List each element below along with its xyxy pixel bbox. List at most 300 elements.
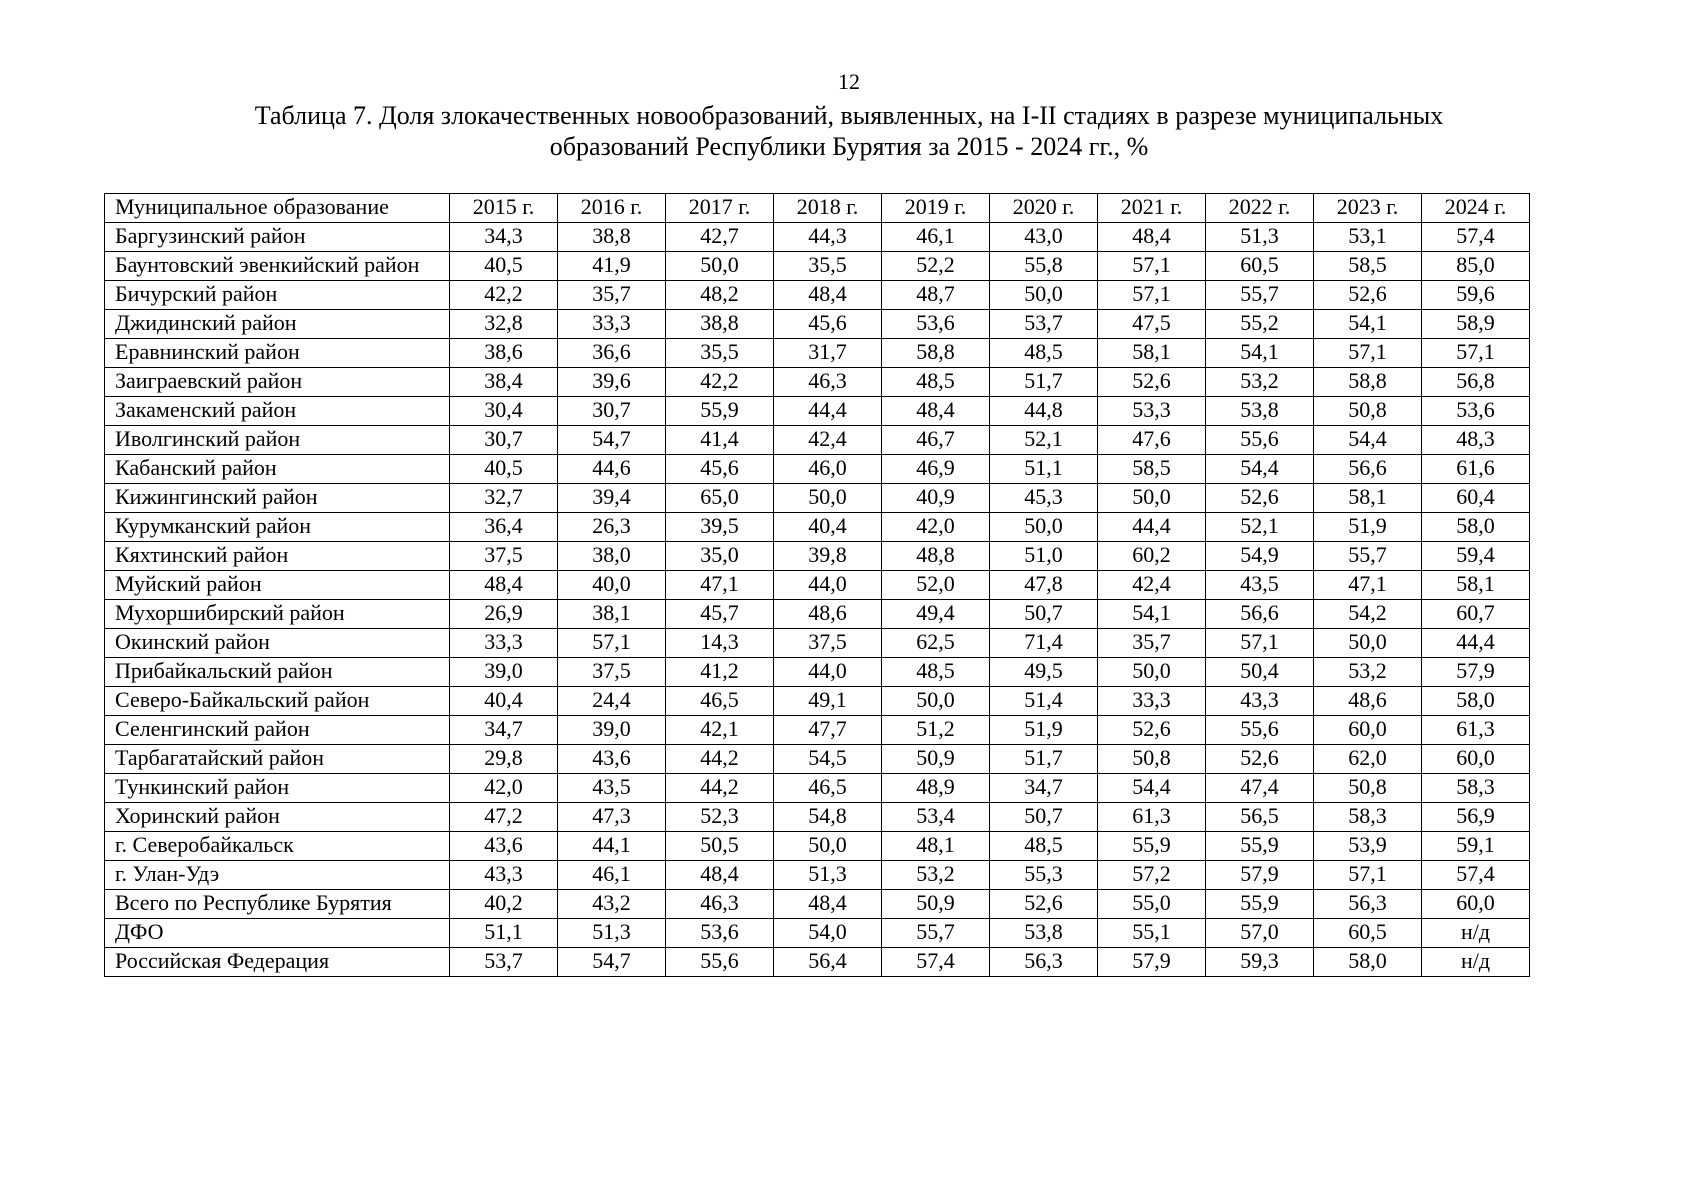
value-cell: 51,1 bbox=[990, 455, 1098, 484]
value-cell: 39,5 bbox=[666, 513, 774, 542]
value-cell: 56,6 bbox=[1206, 600, 1314, 629]
column-header-year: 2015 г. bbox=[450, 194, 558, 223]
value-cell: 57,9 bbox=[1422, 658, 1530, 687]
value-cell: 50,0 bbox=[1098, 658, 1206, 687]
value-cell: 42,7 bbox=[666, 223, 774, 252]
value-cell: н/д bbox=[1422, 948, 1530, 977]
value-cell: 55,2 bbox=[1206, 310, 1314, 339]
value-cell: 46,1 bbox=[558, 861, 666, 890]
value-cell: 54,8 bbox=[774, 803, 882, 832]
value-cell: 43,0 bbox=[990, 223, 1098, 252]
value-cell: 38,0 bbox=[558, 542, 666, 571]
municipality-name-cell: Кабанский район bbox=[105, 455, 450, 484]
value-cell: 58,5 bbox=[1314, 252, 1422, 281]
column-header-year: 2016 г. bbox=[558, 194, 666, 223]
value-cell: 55,7 bbox=[882, 919, 990, 948]
value-cell: 55,9 bbox=[666, 397, 774, 426]
value-cell: 42,0 bbox=[450, 774, 558, 803]
municipality-name-cell: Баунтовский эвенкийский район bbox=[105, 252, 450, 281]
value-cell: 60,0 bbox=[1422, 890, 1530, 919]
table-row bbox=[105, 803, 1530, 832]
municipality-name-cell: Баргузинский район bbox=[105, 223, 450, 252]
value-cell: 55,1 bbox=[1098, 919, 1206, 948]
value-cell: 42,4 bbox=[774, 426, 882, 455]
value-cell: 53,6 bbox=[666, 919, 774, 948]
value-cell: 61,3 bbox=[1422, 716, 1530, 745]
municipality-name-cell: Хоринский район bbox=[105, 803, 450, 832]
value-cell: 50,8 bbox=[1098, 745, 1206, 774]
value-cell: 42,0 bbox=[882, 513, 990, 542]
value-cell: 61,3 bbox=[1098, 803, 1206, 832]
value-cell: 46,0 bbox=[774, 455, 882, 484]
value-cell: 60,0 bbox=[1422, 745, 1530, 774]
value-cell: 55,7 bbox=[1206, 281, 1314, 310]
data-table bbox=[104, 193, 1530, 977]
table-title-line-2: образований Республики Бурятия за 2015 - 2024 гг., % bbox=[549, 132, 1149, 161]
value-cell: 58,5 bbox=[1098, 455, 1206, 484]
municipality-name-cell: Кижингинский район bbox=[105, 484, 450, 513]
value-cell: 47,5 bbox=[1098, 310, 1206, 339]
value-cell: 62,5 bbox=[882, 629, 990, 658]
value-cell: 33,3 bbox=[1098, 687, 1206, 716]
value-cell: 50,8 bbox=[1314, 774, 1422, 803]
value-cell: 52,6 bbox=[1098, 368, 1206, 397]
value-cell: 40,0 bbox=[558, 571, 666, 600]
value-cell: 58,3 bbox=[1314, 803, 1422, 832]
value-cell: 48,7 bbox=[882, 281, 990, 310]
value-cell: 30,4 bbox=[450, 397, 558, 426]
value-cell: 44,4 bbox=[1098, 513, 1206, 542]
municipality-name-cell: Окинский район bbox=[105, 629, 450, 658]
value-cell: 58,1 bbox=[1422, 571, 1530, 600]
column-header-year: 2024 г. bbox=[1422, 194, 1530, 223]
value-cell: 54,2 bbox=[1314, 600, 1422, 629]
value-cell: 48,4 bbox=[882, 397, 990, 426]
value-cell: 49,5 bbox=[990, 658, 1098, 687]
value-cell: 40,4 bbox=[774, 513, 882, 542]
value-cell: 50,0 bbox=[1314, 629, 1422, 658]
column-header-municipality: Муниципальное образование bbox=[105, 194, 450, 223]
value-cell: 45,3 bbox=[990, 484, 1098, 513]
value-cell: 58,1 bbox=[1098, 339, 1206, 368]
value-cell: 55,6 bbox=[666, 948, 774, 977]
value-cell: 48,6 bbox=[1314, 687, 1422, 716]
table-row bbox=[105, 426, 1530, 455]
value-cell: 48,8 bbox=[882, 542, 990, 571]
value-cell: 50,0 bbox=[774, 484, 882, 513]
municipality-name-cell: Еравнинский район bbox=[105, 339, 450, 368]
value-cell: 41,9 bbox=[558, 252, 666, 281]
value-cell: 38,1 bbox=[558, 600, 666, 629]
value-cell: 57,1 bbox=[1206, 629, 1314, 658]
municipality-name-cell: Прибайкальский район bbox=[105, 658, 450, 687]
value-cell: 51,3 bbox=[774, 861, 882, 890]
value-cell: 54,5 bbox=[774, 745, 882, 774]
value-cell: 26,9 bbox=[450, 600, 558, 629]
page-number: 12 bbox=[838, 69, 860, 94]
value-cell: 40,5 bbox=[450, 252, 558, 281]
table-row bbox=[105, 600, 1530, 629]
table-row bbox=[105, 629, 1530, 658]
value-cell: 43,5 bbox=[558, 774, 666, 803]
value-cell: 43,6 bbox=[450, 832, 558, 861]
table-row bbox=[105, 339, 1530, 368]
table-row bbox=[105, 310, 1530, 339]
municipality-name-cell: г. Улан-Удэ bbox=[105, 861, 450, 890]
municipality-name-cell: Кяхтинский район bbox=[105, 542, 450, 571]
value-cell: 36,6 bbox=[558, 339, 666, 368]
value-cell: 40,2 bbox=[450, 890, 558, 919]
value-cell: 39,0 bbox=[558, 716, 666, 745]
value-cell: 52,6 bbox=[1206, 484, 1314, 513]
value-cell: 52,3 bbox=[666, 803, 774, 832]
value-cell: 51,3 bbox=[558, 919, 666, 948]
value-cell: 32,8 bbox=[450, 310, 558, 339]
table-row bbox=[105, 513, 1530, 542]
value-cell: 43,5 bbox=[1206, 571, 1314, 600]
value-cell: 45,6 bbox=[666, 455, 774, 484]
value-cell: 53,2 bbox=[1314, 658, 1422, 687]
value-cell: 54,7 bbox=[558, 948, 666, 977]
value-cell: 38,8 bbox=[666, 310, 774, 339]
value-cell: 49,4 bbox=[882, 600, 990, 629]
value-cell: 40,9 bbox=[882, 484, 990, 513]
table-row bbox=[105, 455, 1530, 484]
value-cell: 46,1 bbox=[882, 223, 990, 252]
value-cell: 61,6 bbox=[1422, 455, 1530, 484]
municipality-name-cell: Тункинский район bbox=[105, 774, 450, 803]
value-cell: 44,0 bbox=[774, 658, 882, 687]
value-cell: 46,9 bbox=[882, 455, 990, 484]
table-row bbox=[105, 252, 1530, 281]
value-cell: 58,1 bbox=[1314, 484, 1422, 513]
value-cell: 44,4 bbox=[1422, 629, 1530, 658]
value-cell: 51,7 bbox=[990, 745, 1098, 774]
value-cell: 56,5 bbox=[1206, 803, 1314, 832]
value-cell: 57,4 bbox=[1422, 861, 1530, 890]
value-cell: 60,7 bbox=[1422, 600, 1530, 629]
value-cell: 44,0 bbox=[774, 571, 882, 600]
value-cell: 46,7 bbox=[882, 426, 990, 455]
table-row bbox=[105, 281, 1530, 310]
value-cell: 35,5 bbox=[774, 252, 882, 281]
value-cell: 50,7 bbox=[990, 600, 1098, 629]
column-header-year: 2022 г. bbox=[1206, 194, 1314, 223]
value-cell: 59,4 bbox=[1422, 542, 1530, 571]
table-title-line-1: Таблица 7. Доля злокачественных новообразований, выявленных, на I-II стадиях в разрезе муниципальных bbox=[254, 101, 1444, 130]
value-cell: 42,1 bbox=[666, 716, 774, 745]
value-cell: 47,1 bbox=[666, 571, 774, 600]
value-cell: 36,4 bbox=[450, 513, 558, 542]
value-cell: 50,4 bbox=[1206, 658, 1314, 687]
value-cell: 52,2 bbox=[882, 252, 990, 281]
value-cell: 58,8 bbox=[1314, 368, 1422, 397]
value-cell: 29,8 bbox=[450, 745, 558, 774]
municipality-name-cell: Селенгинский район bbox=[105, 716, 450, 745]
value-cell: 44,2 bbox=[666, 745, 774, 774]
value-cell: 37,5 bbox=[774, 629, 882, 658]
table-row bbox=[105, 484, 1530, 513]
table-row bbox=[105, 223, 1530, 252]
value-cell: 51,2 bbox=[882, 716, 990, 745]
value-cell: 39,4 bbox=[558, 484, 666, 513]
value-cell: 34,3 bbox=[450, 223, 558, 252]
value-cell: 47,2 bbox=[450, 803, 558, 832]
table-row bbox=[105, 948, 1530, 977]
value-cell: 47,6 bbox=[1098, 426, 1206, 455]
value-cell: 56,4 bbox=[774, 948, 882, 977]
value-cell: 53,6 bbox=[1422, 397, 1530, 426]
municipality-name-cell: Российская Федерация bbox=[105, 948, 450, 977]
value-cell: 46,5 bbox=[774, 774, 882, 803]
value-cell: н/д bbox=[1422, 919, 1530, 948]
value-cell: 49,1 bbox=[774, 687, 882, 716]
value-cell: 54,9 bbox=[1206, 542, 1314, 571]
value-cell: 44,1 bbox=[558, 832, 666, 861]
value-cell: 59,6 bbox=[1422, 281, 1530, 310]
value-cell: 45,6 bbox=[774, 310, 882, 339]
table-row bbox=[105, 861, 1530, 890]
value-cell: 52,1 bbox=[1206, 513, 1314, 542]
value-cell: 54,4 bbox=[1206, 455, 1314, 484]
value-cell: 57,1 bbox=[1314, 339, 1422, 368]
table-row bbox=[105, 571, 1530, 600]
value-cell: 39,0 bbox=[450, 658, 558, 687]
value-cell: 51,7 bbox=[990, 368, 1098, 397]
municipality-name-cell: ДФО bbox=[105, 919, 450, 948]
value-cell: 53,1 bbox=[1314, 223, 1422, 252]
value-cell: 57,1 bbox=[1098, 252, 1206, 281]
value-cell: 54,4 bbox=[1098, 774, 1206, 803]
value-cell: 35,7 bbox=[558, 281, 666, 310]
value-cell: 57,4 bbox=[882, 948, 990, 977]
value-cell: 85,0 bbox=[1422, 252, 1530, 281]
value-cell: 53,8 bbox=[1206, 397, 1314, 426]
value-cell: 48,2 bbox=[666, 281, 774, 310]
table-title bbox=[150, 100, 1548, 162]
value-cell: 50,9 bbox=[882, 890, 990, 919]
value-cell: 42,2 bbox=[450, 281, 558, 310]
value-cell: 41,4 bbox=[666, 426, 774, 455]
value-cell: 60,0 bbox=[1314, 716, 1422, 745]
value-cell: 43,3 bbox=[450, 861, 558, 890]
value-cell: 56,8 bbox=[1422, 368, 1530, 397]
value-cell: 57,1 bbox=[558, 629, 666, 658]
value-cell: 48,4 bbox=[1098, 223, 1206, 252]
value-cell: 48,6 bbox=[774, 600, 882, 629]
value-cell: 50,0 bbox=[666, 252, 774, 281]
column-header-year: 2021 г. bbox=[1098, 194, 1206, 223]
municipality-name-cell: Бичурский район bbox=[105, 281, 450, 310]
value-cell: 55,6 bbox=[1206, 426, 1314, 455]
value-cell: 48,4 bbox=[450, 571, 558, 600]
value-cell: 53,9 bbox=[1314, 832, 1422, 861]
value-cell: 56,3 bbox=[990, 948, 1098, 977]
column-header-year: 2023 г. bbox=[1314, 194, 1422, 223]
column-header-year: 2019 г. bbox=[882, 194, 990, 223]
value-cell: 51,3 bbox=[1206, 223, 1314, 252]
table-row bbox=[105, 745, 1530, 774]
value-cell: 60,4 bbox=[1422, 484, 1530, 513]
value-cell: 53,8 bbox=[990, 919, 1098, 948]
value-cell: 41,2 bbox=[666, 658, 774, 687]
table-row bbox=[105, 890, 1530, 919]
value-cell: 47,1 bbox=[1314, 571, 1422, 600]
table-row bbox=[105, 658, 1530, 687]
value-cell: 35,5 bbox=[666, 339, 774, 368]
value-cell: 50,7 bbox=[990, 803, 1098, 832]
value-cell: 52,0 bbox=[882, 571, 990, 600]
value-cell: 62,0 bbox=[1314, 745, 1422, 774]
value-cell: 55,9 bbox=[1206, 890, 1314, 919]
value-cell: 55,7 bbox=[1314, 542, 1422, 571]
value-cell: 43,6 bbox=[558, 745, 666, 774]
value-cell: 57,1 bbox=[1422, 339, 1530, 368]
value-cell: 55,9 bbox=[1098, 832, 1206, 861]
value-cell: 55,0 bbox=[1098, 890, 1206, 919]
value-cell: 48,4 bbox=[666, 861, 774, 890]
value-cell: 53,2 bbox=[882, 861, 990, 890]
value-cell: 14,3 bbox=[666, 629, 774, 658]
value-cell: 50,8 bbox=[1314, 397, 1422, 426]
value-cell: 55,6 bbox=[1206, 716, 1314, 745]
value-cell: 26,3 bbox=[558, 513, 666, 542]
municipality-name-cell: Закаменский район bbox=[105, 397, 450, 426]
value-cell: 48,3 bbox=[1422, 426, 1530, 455]
value-cell: 47,3 bbox=[558, 803, 666, 832]
value-cell: 44,3 bbox=[774, 223, 882, 252]
value-cell: 54,1 bbox=[1098, 600, 1206, 629]
value-cell: 31,7 bbox=[774, 339, 882, 368]
value-cell: 48,9 bbox=[882, 774, 990, 803]
value-cell: 52,1 bbox=[990, 426, 1098, 455]
table-row bbox=[105, 542, 1530, 571]
value-cell: 51,0 bbox=[990, 542, 1098, 571]
value-cell: 58,9 bbox=[1422, 310, 1530, 339]
value-cell: 58,0 bbox=[1314, 948, 1422, 977]
municipality-name-cell: Северо-Байкальский район bbox=[105, 687, 450, 716]
value-cell: 54,0 bbox=[774, 919, 882, 948]
value-cell: 54,1 bbox=[1314, 310, 1422, 339]
value-cell: 50,0 bbox=[990, 513, 1098, 542]
value-cell: 50,0 bbox=[882, 687, 990, 716]
column-header-year: 2020 г. bbox=[990, 194, 1098, 223]
value-cell: 58,3 bbox=[1422, 774, 1530, 803]
value-cell: 46,5 bbox=[666, 687, 774, 716]
table-row bbox=[105, 397, 1530, 426]
municipality-name-cell: Иволгинский район bbox=[105, 426, 450, 455]
value-cell: 48,4 bbox=[774, 281, 882, 310]
value-cell: 55,3 bbox=[990, 861, 1098, 890]
municipality-name-cell: Заиграевский район bbox=[105, 368, 450, 397]
value-cell: 42,2 bbox=[666, 368, 774, 397]
value-cell: 38,8 bbox=[558, 223, 666, 252]
value-cell: 40,4 bbox=[450, 687, 558, 716]
value-cell: 38,6 bbox=[450, 339, 558, 368]
value-cell: 39,8 bbox=[774, 542, 882, 571]
value-cell: 45,7 bbox=[666, 600, 774, 629]
value-cell: 37,5 bbox=[450, 542, 558, 571]
value-cell: 50,0 bbox=[774, 832, 882, 861]
value-cell: 24,4 bbox=[558, 687, 666, 716]
value-cell: 56,6 bbox=[1314, 455, 1422, 484]
value-cell: 54,7 bbox=[558, 426, 666, 455]
value-cell: 48,5 bbox=[882, 368, 990, 397]
value-cell: 60,5 bbox=[1314, 919, 1422, 948]
value-cell: 59,3 bbox=[1206, 948, 1314, 977]
value-cell: 48,1 bbox=[882, 832, 990, 861]
value-cell: 71,4 bbox=[990, 629, 1098, 658]
column-header-year: 2018 г. bbox=[774, 194, 882, 223]
value-cell: 52,6 bbox=[1314, 281, 1422, 310]
value-cell: 54,4 bbox=[1314, 426, 1422, 455]
value-cell: 51,9 bbox=[990, 716, 1098, 745]
municipality-name-cell: Муйский район bbox=[105, 571, 450, 600]
value-cell: 50,9 bbox=[882, 745, 990, 774]
value-cell: 57,9 bbox=[1206, 861, 1314, 890]
value-cell: 47,7 bbox=[774, 716, 882, 745]
value-cell: 60,2 bbox=[1098, 542, 1206, 571]
value-cell: 43,2 bbox=[558, 890, 666, 919]
value-cell: 50,0 bbox=[1098, 484, 1206, 513]
value-cell: 47,8 bbox=[990, 571, 1098, 600]
value-cell: 55,9 bbox=[1206, 832, 1314, 861]
value-cell: 53,6 bbox=[882, 310, 990, 339]
value-cell: 53,3 bbox=[1098, 397, 1206, 426]
value-cell: 30,7 bbox=[558, 397, 666, 426]
value-cell: 37,5 bbox=[558, 658, 666, 687]
value-cell: 46,3 bbox=[666, 890, 774, 919]
table-body bbox=[105, 223, 1530, 977]
value-cell: 52,6 bbox=[990, 890, 1098, 919]
value-cell: 51,1 bbox=[450, 919, 558, 948]
value-cell: 32,7 bbox=[450, 484, 558, 513]
value-cell: 30,7 bbox=[450, 426, 558, 455]
value-cell: 57,1 bbox=[1314, 861, 1422, 890]
value-cell: 53,4 bbox=[882, 803, 990, 832]
value-cell: 51,4 bbox=[990, 687, 1098, 716]
value-cell: 46,3 bbox=[774, 368, 882, 397]
municipality-name-cell: Курумканский район bbox=[105, 513, 450, 542]
value-cell: 58,0 bbox=[1422, 687, 1530, 716]
value-cell: 42,4 bbox=[1098, 571, 1206, 600]
value-cell: 43,3 bbox=[1206, 687, 1314, 716]
value-cell: 48,5 bbox=[990, 832, 1098, 861]
value-cell: 58,0 bbox=[1422, 513, 1530, 542]
value-cell: 40,5 bbox=[450, 455, 558, 484]
value-cell: 56,3 bbox=[1314, 890, 1422, 919]
value-cell: 35,0 bbox=[666, 542, 774, 571]
table-row bbox=[105, 368, 1530, 397]
value-cell: 52,6 bbox=[1206, 745, 1314, 774]
municipality-name-cell: Мухоршибирский район bbox=[105, 600, 450, 629]
value-cell: 34,7 bbox=[990, 774, 1098, 803]
column-header-year: 2017 г. bbox=[666, 194, 774, 223]
value-cell: 57,2 bbox=[1098, 861, 1206, 890]
value-cell: 50,5 bbox=[666, 832, 774, 861]
municipality-name-cell: Джидинский район bbox=[105, 310, 450, 339]
value-cell: 59,1 bbox=[1422, 832, 1530, 861]
value-cell: 52,6 bbox=[1098, 716, 1206, 745]
value-cell: 48,4 bbox=[774, 890, 882, 919]
value-cell: 44,4 bbox=[774, 397, 882, 426]
table-row bbox=[105, 832, 1530, 861]
value-cell: 56,9 bbox=[1422, 803, 1530, 832]
value-cell: 33,3 bbox=[450, 629, 558, 658]
value-cell: 38,4 bbox=[450, 368, 558, 397]
value-cell: 39,6 bbox=[558, 368, 666, 397]
value-cell: 58,8 bbox=[882, 339, 990, 368]
